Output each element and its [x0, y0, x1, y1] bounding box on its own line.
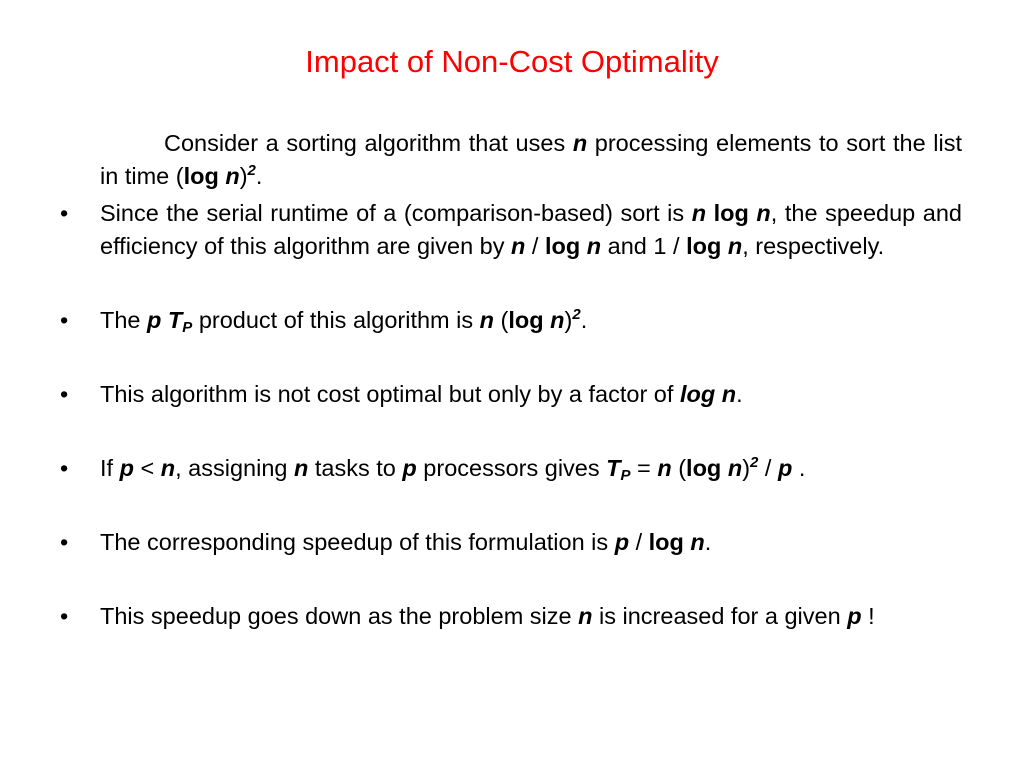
text-run: .	[792, 455, 806, 481]
superscript: 2	[247, 162, 256, 179]
text-run: , assigning	[175, 455, 294, 481]
text-run: )	[742, 455, 751, 481]
math-term: n	[756, 200, 771, 226]
text-run: and 1 /	[601, 233, 687, 259]
math-term: n	[727, 233, 743, 259]
text-run: Since the serial runtime of a (comparison-based) sort is	[100, 200, 692, 226]
text-run: The	[100, 307, 148, 333]
text-run: tasks to	[308, 455, 403, 481]
subscript: P	[182, 319, 193, 336]
text-run: .	[704, 529, 712, 555]
text-run: The corresponding speedup of this formulation is	[100, 529, 615, 555]
text-run: (	[671, 455, 687, 481]
text-run: product of this algorithm is	[192, 307, 480, 333]
bullet-ptp-product	[100, 304, 962, 337]
text-run: processors gives	[416, 455, 607, 481]
superscript: 2	[750, 454, 759, 471]
math-term: n	[160, 455, 176, 481]
text-run: =	[630, 455, 658, 481]
text-run: processing elements to sort the list in time (	[100, 130, 962, 189]
slide-body	[100, 127, 962, 633]
text-run: This algorithm is not cost optimal but only by a factor of	[100, 381, 680, 407]
text-run	[706, 200, 714, 226]
math-term: n	[294, 455, 309, 481]
text-run: This speedup goes down as the problem size	[100, 603, 579, 629]
text-run: , the speedup and efficiency of this algorithm are given by	[100, 200, 962, 259]
math-term: n	[225, 163, 240, 189]
math-term: p	[402, 455, 417, 481]
text-run: .	[580, 307, 588, 333]
bullet-not-cost-optimal	[100, 378, 962, 411]
math-term: n	[691, 200, 707, 226]
text-run: /	[758, 455, 778, 481]
text-run: !	[861, 603, 875, 629]
math-term: log n	[679, 381, 737, 407]
bullet-p-less-than-n	[100, 452, 962, 485]
text-run: /	[629, 529, 649, 555]
math-term: n	[550, 307, 565, 333]
math-term: T	[167, 307, 183, 333]
math-term: log	[508, 307, 551, 333]
bullet-serial-runtime	[100, 197, 962, 263]
bullet-corresponding-speedup	[100, 526, 962, 559]
text-run: If	[100, 455, 120, 481]
math-term: n	[727, 455, 743, 481]
math-term: p	[119, 455, 134, 481]
math-term: T	[606, 455, 621, 481]
math-term: n	[657, 455, 672, 481]
math-term: p	[847, 603, 862, 629]
subscript: P	[620, 467, 631, 484]
text-run: Consider a sorting algorithm that uses	[164, 130, 573, 156]
math-term: n	[511, 233, 526, 259]
math-term: log	[686, 455, 728, 481]
slide-title: Impact of Non-Cost Optimality	[305, 44, 719, 79]
math-term: n	[479, 307, 495, 333]
math-term: p	[147, 307, 162, 333]
text-run: .	[255, 163, 263, 189]
text-run: .	[736, 381, 743, 407]
text-run: (	[494, 307, 509, 333]
text-run: , respectively.	[742, 233, 885, 259]
superscript: 2	[572, 306, 581, 323]
text-run: )	[239, 163, 248, 189]
math-term: p	[614, 529, 630, 555]
math-term: n	[578, 603, 593, 629]
text-run: is increased for a given	[592, 603, 848, 629]
math-term: log	[648, 529, 691, 555]
text-run: )	[564, 307, 573, 333]
math-term: log	[686, 233, 728, 259]
math-term: p	[777, 455, 793, 481]
math-term: log	[544, 233, 587, 259]
math-term: n	[690, 529, 705, 555]
bullet-speedup-goes-down	[100, 600, 962, 633]
text-run: <	[133, 455, 161, 481]
math-term: log	[713, 200, 757, 226]
math-term: log	[183, 163, 226, 189]
math-term: n	[572, 130, 588, 156]
text-run: /	[525, 233, 545, 259]
math-term: n	[586, 233, 602, 259]
intro-paragraph	[100, 127, 962, 193]
